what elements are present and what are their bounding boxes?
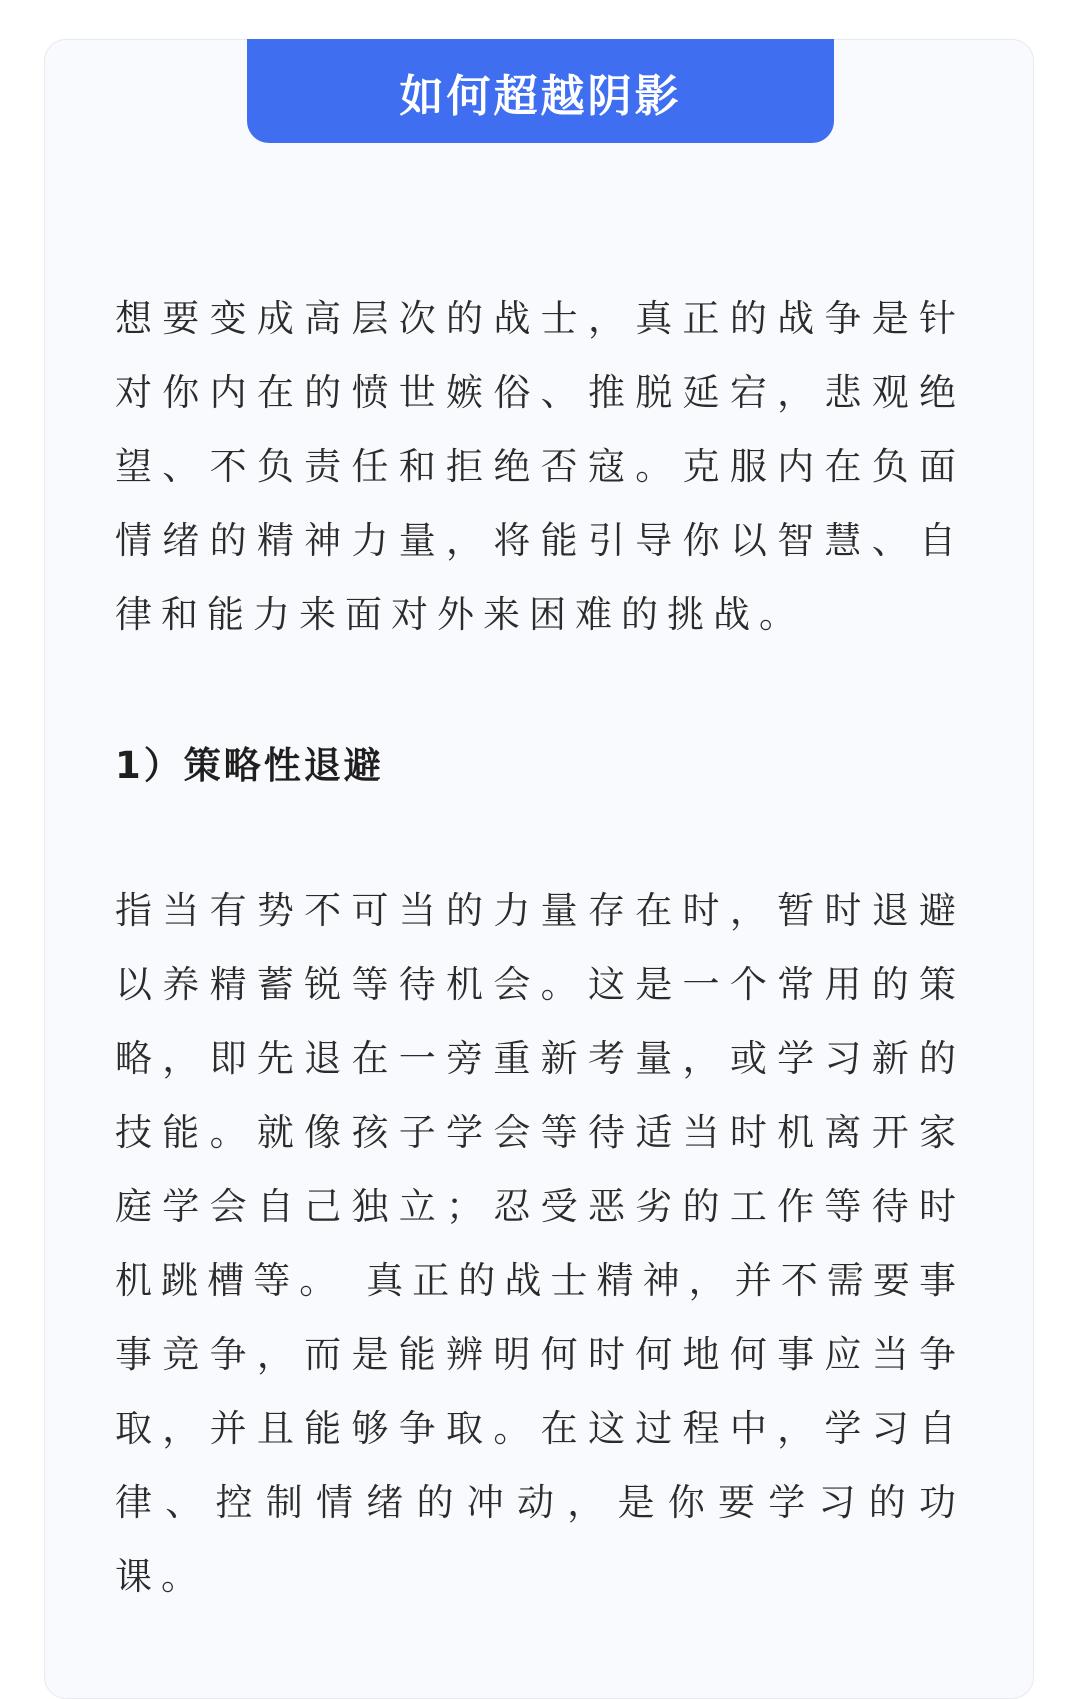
intro-paragraph: 想要变成高层次的战士，真正的战争是针对你内在的愤世嫉俗、推脱延宕，悲观绝望、不负责任和拒绝否寇。克服内在负面情绪的精神力量，将能引导你以智慧、自律和能力来面对外来困难的挑战。 bbox=[115, 297, 965, 636]
section-heading: 1）策略性退避 bbox=[115, 744, 384, 787]
title-banner: 如何超越阴影 bbox=[247, 39, 834, 143]
section-paragraph: 指当有势不可当的力量存在时，暂时退避以养精蓄锐等待机会。这是一个常用的策略，即先退在一旁重新考量，或学习新的技能。就像孩子学会等待适当时机离开家庭学会自己独立；忍受恶劣的工作等待时机跳槽等。 真正的战士精神，并不需要事事竞争，而是能辨明何时何地何事应当争取，并且能够争取。在这过程中，学习自律、控制情绪的冲动，是你要学习的功课。 bbox=[115, 889, 965, 1598]
